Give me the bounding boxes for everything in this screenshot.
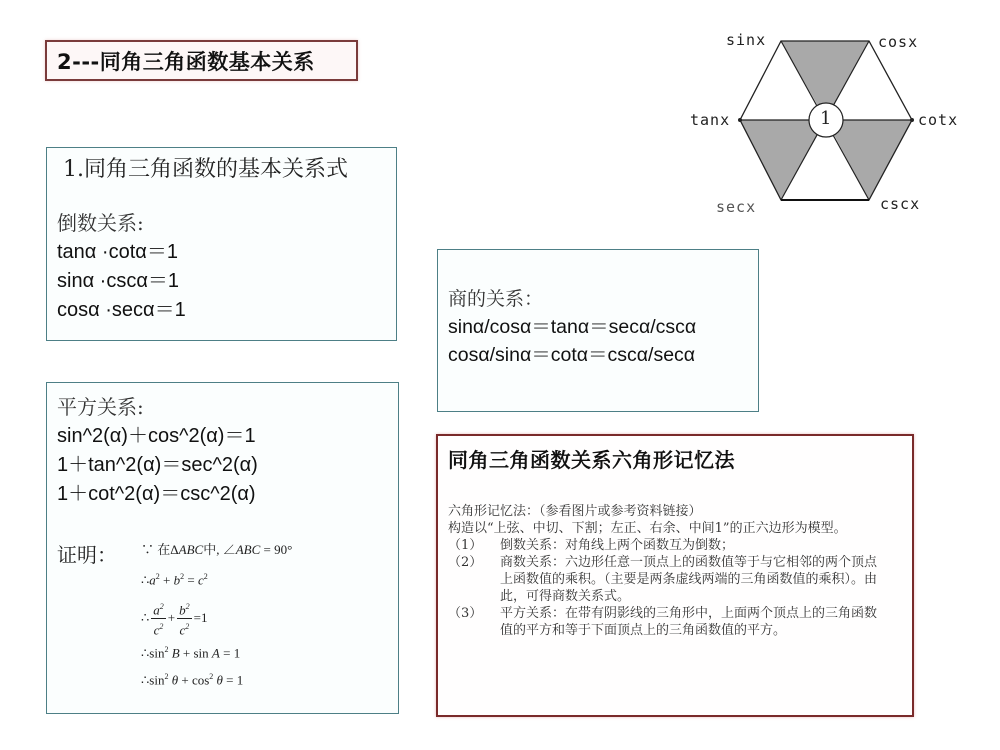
memory-intro: 六角形记忆法：（参看图片或参考资料链接） (448, 504, 702, 519)
formula-cot-csc-square: 1＋cot^2(α)＝csc^2(α) (57, 483, 256, 505)
square-label: 平方关系: (57, 395, 144, 419)
reciprocal-relations-box (46, 147, 397, 341)
bottom-right-shaded-triangle (826, 120, 912, 200)
proof-line-4: $\therefore\sin^2$ B + sin A = 1 (141, 645, 241, 661)
memory-heading: 同角三角函数关系六角形记忆法 (448, 448, 735, 472)
label-cscx: cscx (880, 195, 921, 213)
proof-line-5: $\therefore\sin^2$ $\theta + \cos^2 \theta = 1$ (141, 672, 244, 688)
label-tanx: tanx (690, 111, 731, 129)
formula-tan-quotient: sinα/cosα＝tanα＝secα/cscα (448, 316, 697, 338)
formula-cos-sec: cosα ·secα＝1 (57, 299, 186, 321)
label-cosx: cosx (878, 33, 919, 51)
page-title: 2---同角三角函数基本关系 (57, 49, 315, 74)
label-cotx: cotx (918, 111, 959, 129)
bottom-left-shaded-triangle (740, 120, 826, 200)
hexagon-diagram (680, 25, 970, 230)
proof-line-3: ∴ $\frac{a^2}{c^2}$ + $\frac{b^2}{c^2}$ = 1 (141, 595, 292, 641)
hexagon-memory-box (436, 434, 914, 717)
formula-tan-cot: tanα ·cotα＝1 (57, 241, 178, 263)
memory-item-3: （3） 平方关系：在带有阴影线的三角形中，上面两个顶点上的三角函数值的平方和等于下面顶点上的三角函数值的平方。 (448, 606, 878, 638)
memory-item-2: （2） 商数关系：六边形任意一顶点上的函数值等于与它相邻的两个顶点上函数值的乘积。（主要是两条虚线两端的三角函数值的乘积）。由此，可得商数关系式。 (448, 555, 878, 604)
proof-line-1: ∵ 在ΔABC中, ∠ABC = 90° (141, 542, 293, 557)
quotient-label: 商的关系： (448, 288, 544, 310)
memory-body (448, 503, 902, 639)
formula-tan-sec-square: 1＋tan^2(α)＝sec^2(α) (57, 454, 258, 476)
formula-sin-cos-square: sin^2(α)＋cos^2(α)＝1 (57, 425, 256, 447)
square-relations-box (46, 382, 399, 714)
label-sinx: sinx (726, 31, 767, 49)
memory-construct: 构造以“上弦、中切、下割；左正、右余、中间1”的正六边形为模型。 (448, 521, 847, 536)
proof-line-2: $\therefore a^2 + b^2 = c^2$ (141, 572, 208, 588)
formula-cot-quotient: cosα/sinα＝cotα＝cscα/secα (448, 344, 696, 366)
basic-relations-heading: 1.同角三角函数的基本关系式 (63, 157, 348, 182)
proof-lines (141, 541, 292, 695)
label-secx: secx (716, 198, 757, 216)
quotient-relations-box (437, 249, 759, 412)
proof-label: 证明： (57, 543, 117, 567)
formula-sin-csc: sinα ·cscα＝1 (57, 270, 180, 292)
memory-item-1: （1） 倒数关系：对角线上两个函数互为倒数； (448, 538, 735, 553)
label-center-one: 1 (820, 108, 833, 129)
reciprocal-label: 倒数关系: (57, 211, 144, 235)
page-title-box (45, 40, 358, 81)
